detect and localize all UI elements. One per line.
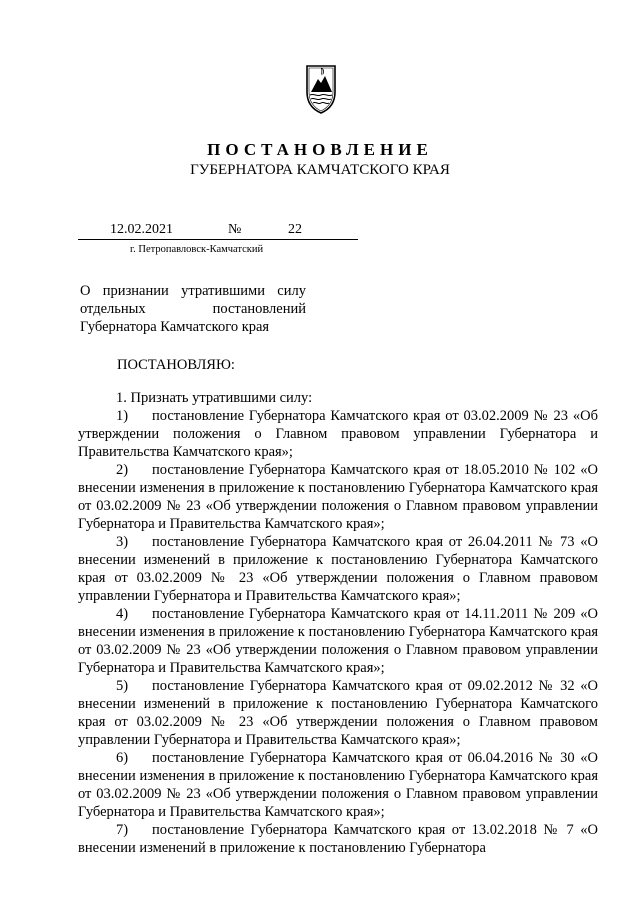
document-date: 12.02.2021: [110, 222, 173, 237]
date-underline: [78, 239, 358, 240]
document-body: [78, 389, 598, 857]
document-place: г. Петропавловск-Камчатский: [130, 244, 264, 255]
coat-of-arms-icon: [302, 62, 340, 114]
subject-line: Губернатора Камчатского края: [80, 319, 270, 335]
date-number-row: [78, 222, 358, 242]
subject-line: О признании утратившими силу: [80, 283, 306, 299]
document-subtitle: ГУБЕРНАТОРА КАМЧАТСКОГО КРАЯ: [190, 162, 450, 178]
list-item: 2) постановление Губернатора Камчатского края от 18.05.2010 № 102 «О внесении изменения в приложение к постановлению Губернатора Камчатского края от 03.02.2009 № 23 «Об утверждении положения о Главном правовом управлении Губернатора и Правительства Камчатского края»;: [78, 462, 598, 532]
list-item: 6) постановление Губернатора Камчатского края от 06.04.2016 № 30 «О внесении изменения в приложение к постановлению Губернатора Камчатского края от 03.02.2009 № 23 «Об утверждении положения о Главном правовом управлении Губернатора и Правительства Камчатского края»;: [78, 750, 598, 820]
decree-word: ПОСТАНОВЛЯЮ:: [117, 357, 235, 373]
document-title: ПОСТАНОВЛЕНИЕ: [207, 140, 433, 159]
list-item: 5) постановление Губернатора Камчатского края от 09.02.2012 № 32 «О внесении изменений в приложение к постановлению Губернатора Камчатского края от 03.02.2009 № 23 «Об утверждении положения о Главном правовом управлении Губернатора и Правительства Камчатского края»;: [78, 678, 598, 748]
number-sign: №: [228, 222, 242, 237]
document-subject: [80, 282, 306, 336]
list-item: 4) постановление Губернатора Камчатского края от 14.11.2011 № 209 «О внесении изменения в приложение к постановлению Губернатора Камчатского края от 03.02.2009 № 23 «Об утверждении положения о Главном правовом управлении Губернатора и Правительства Камчатского края»;: [78, 606, 598, 676]
clause-1: 1. Признать утратившими силу:: [116, 390, 313, 406]
document-number: 22: [288, 222, 302, 237]
list-item: 1) постановление Губернатора Камчатского края от 03.02.2009 № 23 «Об утверждении положения о Главном правовом управлении Губернатора и Правительства Камчатского края»;: [78, 408, 598, 460]
subject-line: отдельных постановлений: [80, 301, 306, 317]
list-item: 7) постановление Губернатора Камчатского края от 13.02.2018 № 7 «О внесении изменений в приложение к постановлению Губернатора: [78, 822, 598, 856]
list-item: 3) постановление Губернатора Камчатского края от 26.04.2011 № 73 «О внесении изменений в приложение к постановлению Губернатора Камчатского края от 03.02.2009 № 23 «Об утверждении положения о Главном правовом управлении Губернатора и Правительства Камчатского края»;: [78, 534, 598, 604]
